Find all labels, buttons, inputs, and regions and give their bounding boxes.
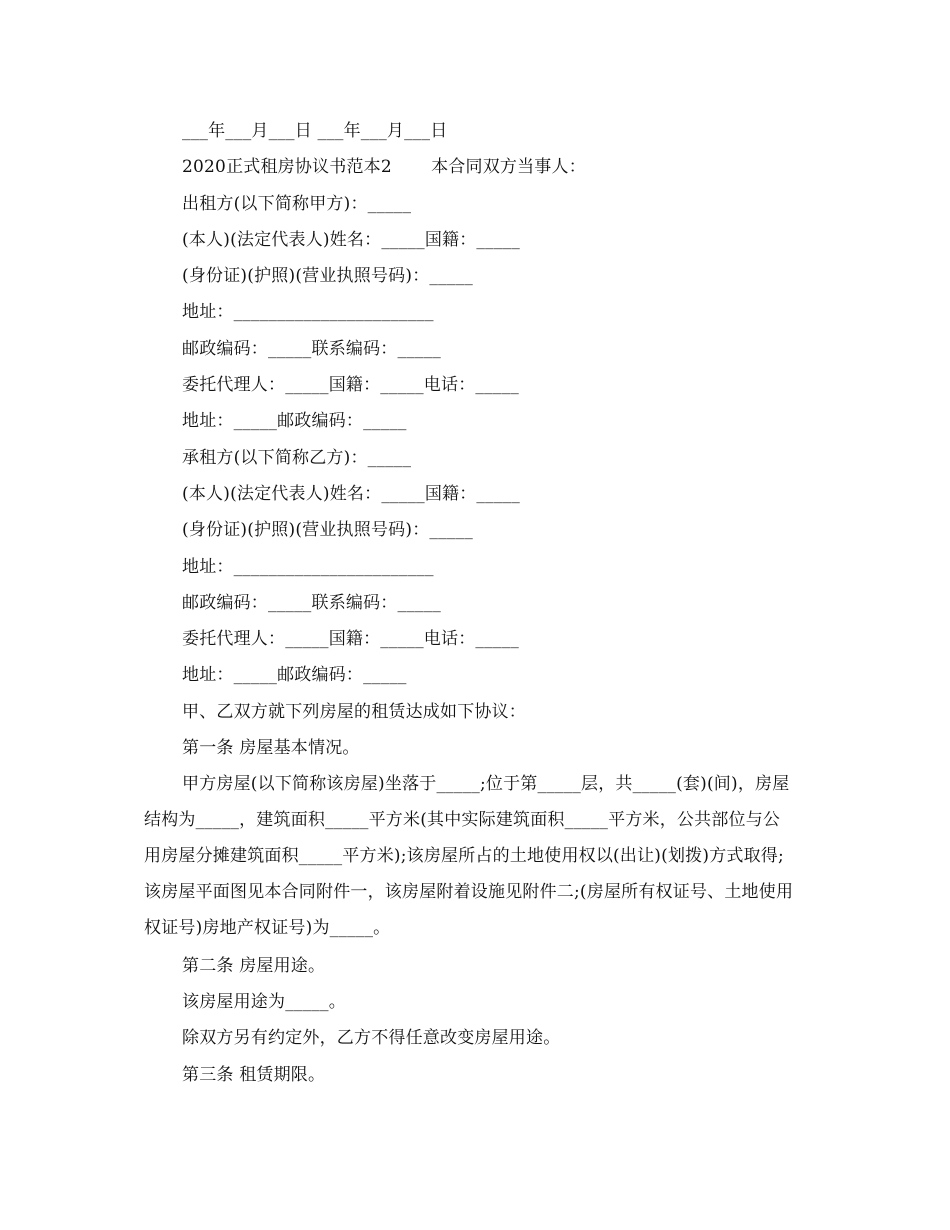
article-3-title: 第三条 租赁期限。 bbox=[182, 1065, 326, 1085]
lessor-name-line: (本人)(法定代表人)姓名：_____国籍：_____ bbox=[182, 230, 520, 250]
article-1-paragraph: 甲方房屋(以下简称该房屋)坐落于_____;位于第_____层，共_____(套)(间)，房屋结构为_____，建筑面积_____平方米(其中实际建筑面积_____平方米，公共部位与公用房屋分摊建筑面积_____平方米);该房屋所占的土地使用权以(出让)(划拨)方式取得;该房屋平面图见本合同附件一，该房屋附着设施见附件二;(房屋所有权证号、土地使用权证号)房地产权证号)为_____。 bbox=[144, 774, 794, 938]
article-2-usage: 该房屋用途为_____。 bbox=[182, 992, 346, 1012]
lessor-address-line: 地址：_______________________ bbox=[182, 302, 434, 322]
agreement-intro: 甲、乙双方就下列房屋的租赁达成如下协议： bbox=[182, 702, 526, 722]
lessor-agent-address-line: 地址：_____邮政编码：_____ bbox=[182, 411, 407, 431]
lessee-line: 承租方(以下简称乙方)：_____ bbox=[182, 448, 412, 468]
article-2-title: 第二条 房屋用途。 bbox=[182, 956, 326, 976]
date-line: ___年___月___日 ___年___月___日 bbox=[182, 121, 448, 141]
lessee-agent-line: 委托代理人：_____国籍：_____电话：_____ bbox=[182, 629, 519, 649]
lessee-address-line: 地址：_______________________ bbox=[182, 557, 434, 577]
article-2-restriction: 除双方另有约定外，乙方不得任意改变房屋用途。 bbox=[182, 1028, 561, 1048]
lessor-postal-line: 邮政编码：_____联系编码：_____ bbox=[182, 339, 441, 359]
lessor-agent-line: 委托代理人：_____国籍：_____电话：_____ bbox=[182, 375, 519, 395]
lessee-id-line: (身份证)(护照)(营业执照号码)：_____ bbox=[182, 520, 473, 540]
lessor-id-line: (身份证)(护照)(营业执照号码)：_____ bbox=[182, 266, 473, 286]
lessee-postal-line: 邮政编码：_____联系编码：_____ bbox=[182, 593, 441, 613]
lessor-line: 出租方(以下简称甲方)：_____ bbox=[182, 194, 412, 214]
lessee-name-line: (本人)(法定代表人)姓名：_____国籍：_____ bbox=[182, 484, 520, 504]
lessee-agent-address-line: 地址：_____邮政编码：_____ bbox=[182, 665, 407, 685]
contract-heading: 2020正式租房协议书范本2 本合同双方当事人： bbox=[182, 157, 586, 177]
article-1-title: 第一条 房屋基本情况。 bbox=[182, 738, 360, 758]
